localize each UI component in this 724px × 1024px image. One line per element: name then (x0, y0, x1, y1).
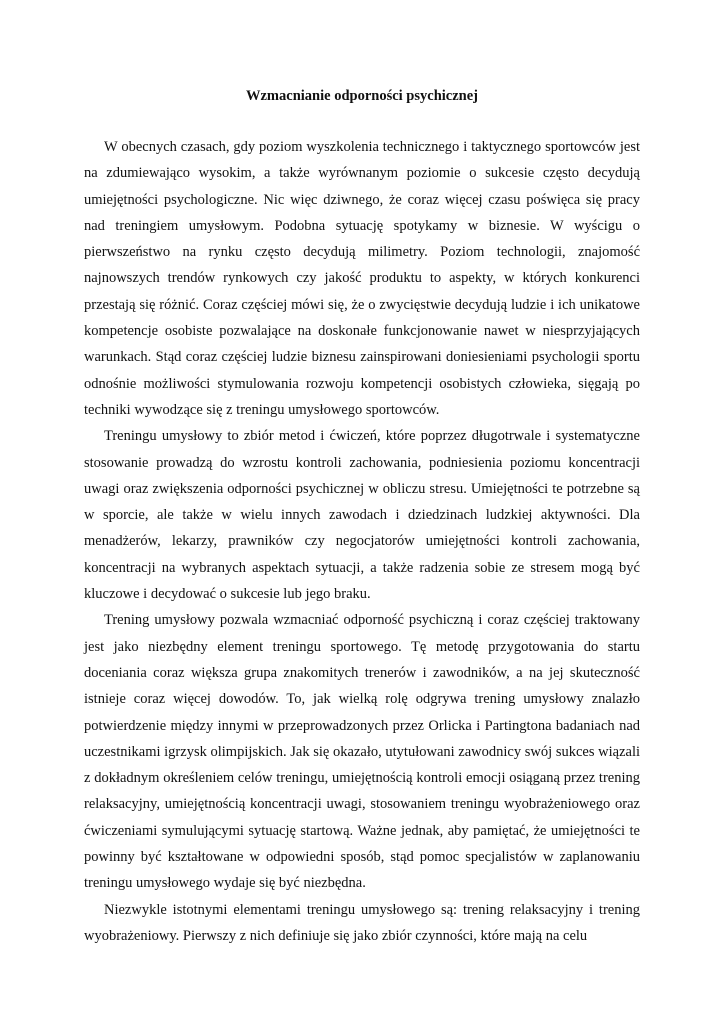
paragraph: W obecnych czasach, gdy poziom wyszkolenia technicznego i taktycznego sportowców jest na zdumiewająco wysokim, a także wyrównanym poziomie o sukcesie często decydują umiejętności psychologiczne. Nic więc dziwnego, że coraz więcej czasu poświęca się pracy nad treningiem umysłowym. Podobna sytuację spotykamy w biznesie. W wyścigu o pierwszeństwo na rynku często decydują milimetry. Poziom technologii, znajomość najnowszych trendów rynkowych czy jakość produktu to aspekty, w których konkurenci przestają się różnić. Coraz częściej mówi się, że o zwycięstwie decydują ludzie i ich unikatowe kompetencje osobiste pozwalające na doskonałe funkcjonowanie nawet w niesprzyjających warunkach. Stąd coraz częściej ludzie biznesu zainspirowani doniesieniami psychologii sportu odnośnie możliwości stymulowania rozwoju kompetencji osobistych człowieka, sięgają po techniki wywodzące się z treningu umysłowego sportowców. (84, 139, 640, 418)
document-title: Wzmacnianie odporności psychicznej (246, 88, 478, 104)
document-body (84, 134, 640, 949)
paragraph: Treningu umysłowy to zbiór metod i ćwiczeń, które poprzez długotrwale i systematyczne stosowanie prowadzą do wzrostu kontroli zachowania, podniesienia poziomu koncentracji uwagi oraz zwiększenia odporności psychicznej w obliczu stresu. Umiejętności te potrzebne są w sporcie, ale także w wielu innych zawodach i dziedzinach ludzkiej aktywności. Dla menadżerów, lekarzy, prawników czy negocjatorów umiejętności kontroli zachowania, koncentracji na wybranych aspektach sytuacji, a także radzenia sobie ze stresem mogą być kluczowe i decydować o sukcesie lub jego braku. (84, 428, 640, 603)
paragraph: Trening umysłowy pozwala wzmacniać odporność psychiczną i coraz częściej traktowany jest jako niezbędny element treningu sportowego. Tę metodę przygotowania do startu doceniania coraz większa grupa znakomitych trenerów i zawodników, a na jej skuteczność istnieje coraz więcej dowodów. To, jak wielką rolę odgrywa trening umysłowy znalazło potwierdzenie między innymi w przeprowadzonych przez Orlicka i Partingtona badaniach nad uczestnikami igrzysk olimpijskich. Jak się okazało, utytułowani zawodnicy swój sukces wiązali z dokładnym określeniem celów treningu, umiejętnością kontroli emocji osiąganą przez trening relaksacyjny, umiejętnością koncentracji uwagi, stosowaniem treningu wyobrażeniowego oraz ćwiczeniami symulującymi sytuację startową. Ważne jednak, aby pamiętać, że umiejętności te powinny być kształtowane w odpowiedni sposób, stąd pomoc specjalistów w zaplanowaniu treningu umysłowego wydaje się być niezbędna. (84, 612, 640, 892)
paragraph: Niezwykle istotnymi elementami treningu umysłowego są: trening relaksacyjny i trening wyobrażeniowy. Pierwszy z nich definiuje się jako zbiór czynności, które mają na celu (84, 901, 640, 944)
